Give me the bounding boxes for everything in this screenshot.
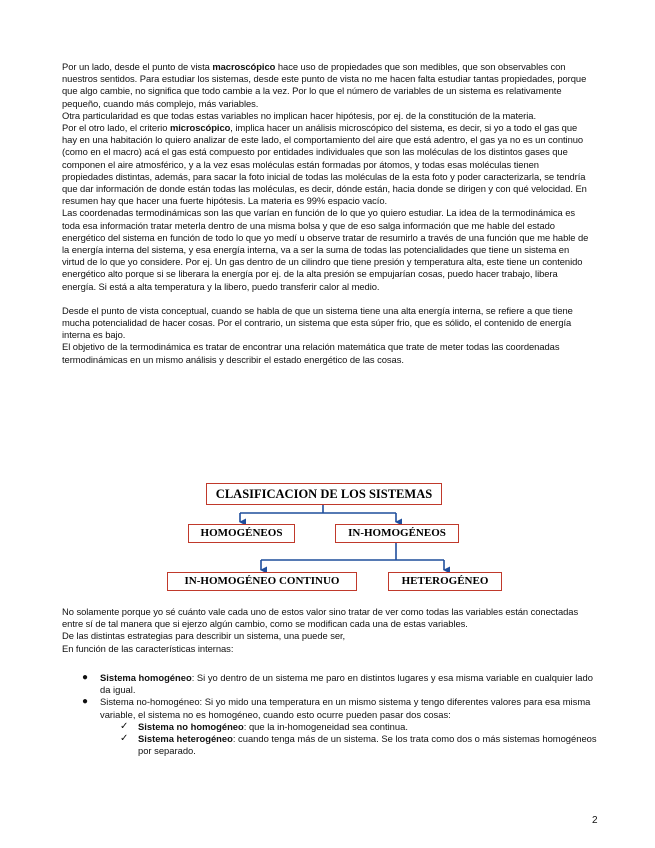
paragraph-objective: El objetivo de la termodinámica es tratar de encontrar una relación matemática que trate de meter todas las coordenadas termodinámicas en un mismo análisis y describir el estado energético de las cosas.	[62, 341, 560, 365]
bullet-icon: ●	[82, 696, 89, 708]
text-block-bottom	[62, 606, 592, 655]
classification-list	[62, 672, 602, 757]
heterogeneous-box: HETEROGÉNEO	[388, 572, 502, 591]
paragraph-microscopic: Por el otro lado, el criterio microscópico, implica hacer un análisis microscópico del sistema, es decir, si yo a todo el gas que hay en una habitación lo quiero analizar de este lado, el comportamiento del aire que está adentro, el gas ya no es un continuo (como en el macro) acá el gas está compuesto por entidades individuales que son las moléculas de los distintos gases que componen el aire atmosférico, y a la vez esas moléculas están formadas por átomos, y todas esas moléculas tienen propiedades distintas, además, para sacar la foto inicial de todas las moléculas de la esta foto y poder caracterizarla, se tendría que dar información de donde están todas las moléculas, es decir, dónde están, hacia donde se dirigen y con qué velocidad. En resumen hay que hacer una fuerte hipótesis. La materia es 99% espacio vacío.	[62, 122, 587, 207]
inhomogeneous-continuous-box: IN-HOMOGÉNEO CONTINUO	[167, 572, 357, 591]
classification-diagram	[150, 478, 510, 592]
list-item: ● Sistema homogéneo: Si yo dentro de un sistema me paro en distintos lugares y esa misma variable en cualquier lado da igual.	[82, 672, 593, 696]
bullet-icon: ●	[82, 672, 89, 683]
paragraph-variables: No solamente porque yo sé cuánto vale cada uno de estos valor sino tratar de ver como todas las variables están conectadas entre sí de tal manera que si ejerzo algún cambio, como se modifican cada una de estas variables.	[62, 606, 579, 630]
checkmark-icon: ✓	[120, 720, 129, 732]
diagram-title-box: CLASIFICACION DE LOS SISTEMAS	[206, 483, 442, 505]
list-item: ● Sistema no-homogéneo: Si yo mido una temperatura en un mismo sistema y tengo diferentes valores para esa misma variable, el sistema no es homogéneo, cuando esto ocurre pueden pasar dos cosas:	[82, 696, 591, 720]
sub-list-item: ✓ Sistema no homogéneo: que la in-homogeneidad sea continua.	[120, 720, 408, 732]
inhomogeneous-box: IN-HOMOGÉNEOS	[335, 524, 459, 543]
paragraph-coordinates: Las coordenadas termodinámicas son las que varían en función de lo que yo quiero estudiar. La idea de la termodinámica es toda esa información tratar meterla dentro de una misma bolsa y que de eso salga información que me hable del estado energético del sistema en función de todo lo que yo medí u observe tratar de resumirlo a través de una función que me hable de la energía interna del sistema, y esa energía interna, va a ser la suma de todas las potencialidades que tiene un sistema en virtud de lo que yo considere. Por ej. Un gas dentro de un cilindro que tiene presión y temperatura alta, este tiene un contenido energético alto porque si se liberara la energía por ej. de la alta presión se empujarían cosas, puedo hacer trabajo, libera energía. Si está a alta temperatura y la libero, puedo transferir calor al medio.	[62, 207, 589, 292]
text-block-top	[62, 61, 592, 366]
paragraph-macroscopic: Por un lado, desde el punto de vista macroscópico hace uso de propiedades que son medibles, que son observables con nuestros sentidos. Para estudiar los sistemas, desde este punto de vista no me hacen falta estudiar tantas propiedades, porque que algo cambie, no significa que todo cambie a la vez. Por lo que el número de variables de un sistema es relativamente pequeño, cuando más complejo, más variables.	[62, 61, 587, 109]
sub-list-item: ✓ Sistema heterogéneo: cuando tenga más de un sistema. Se los trata como dos o más sistemas homogéneos por separado.	[120, 733, 597, 757]
page-number: 2	[592, 815, 598, 826]
paragraph-internal: En función de las características internas:	[62, 642, 234, 654]
paragraph-particularity: Otra particularidad es que todas estas variables no implican hacer hipótesis, por ej. de la constitución de la materia.	[62, 109, 536, 121]
paragraph-strategies: De las distintas estrategias para describir un sistema, una puede ser,	[62, 630, 346, 642]
checkmark-icon: ✓	[120, 733, 129, 745]
homogeneous-box: HOMOGÉNEOS	[188, 524, 295, 543]
paragraph-conceptual: Desde el punto de vista conceptual, cuando se habla de que un sistema tiene una alta energía interna, se refiere a que tiene mucha potencialidad de hacer cosas. Por el contrario, un sistema que esta súper frio, que es sólido, el contenido de energía interna es bajo.	[62, 304, 573, 341]
